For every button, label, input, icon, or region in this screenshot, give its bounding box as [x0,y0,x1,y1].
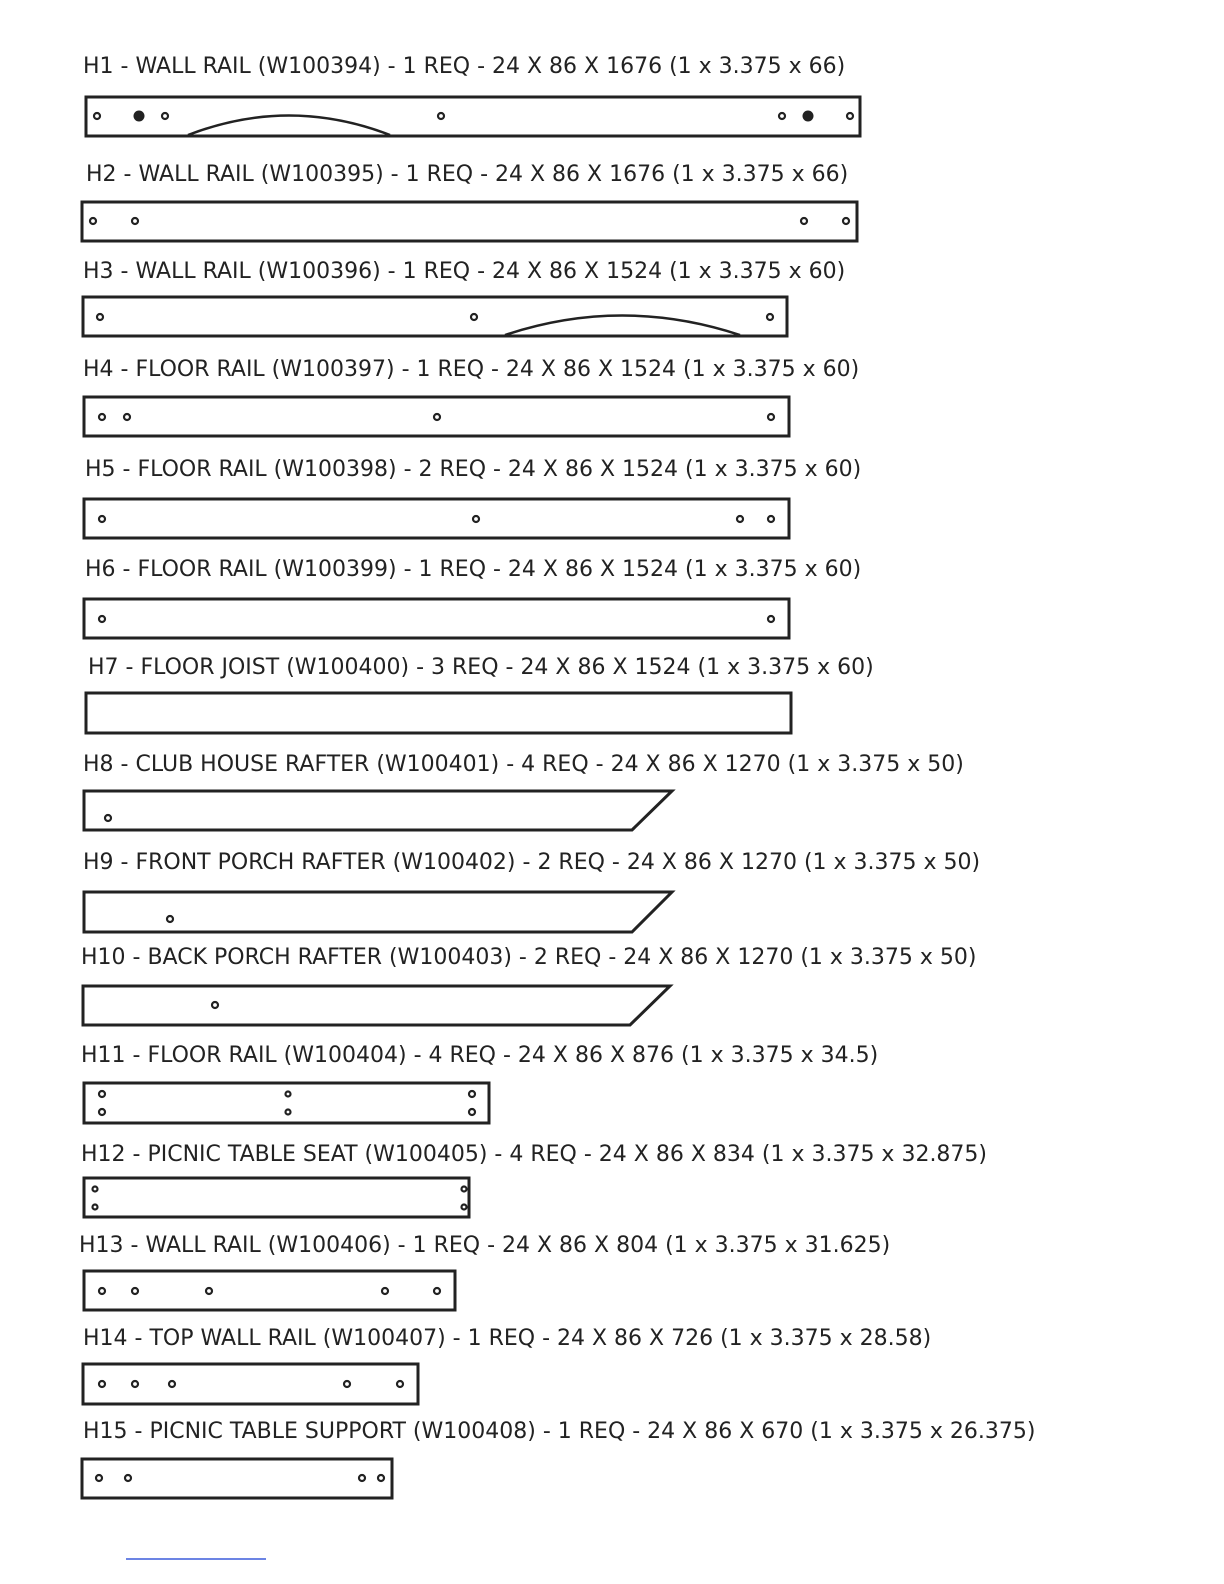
board-h15 [82,1459,392,1498]
part-label-h2: H2 - WALL RAIL (W100395) - 1 REQ - 24 X 86 X 1676 (1 x 3.375 x 66) [86,162,849,187]
part-label-h10: H10 - BACK PORCH RAFTER (W100403) - 2 REQ - 24 X 86 X 1270 (1 x 3.375 x 50) [81,945,977,970]
part-label-h5: H5 - FLOOR RAIL (W100398) - 2 REQ - 24 X 86 X 1524 (1 x 3.375 x 60) [85,457,862,482]
board-h8 [84,791,672,830]
board-h11 [84,1083,489,1123]
part-label-h9: H9 - FRONT PORCH RAFTER (W100402) - 2 REQ - 24 X 86 X 1270 (1 x 3.375 x 50) [83,850,981,875]
part-label-h8: H8 - CLUB HOUSE RAFTER (W100401) - 4 REQ - 24 X 86 X 1270 (1 x 3.375 x 50) [83,752,964,777]
board-h6 [84,599,789,638]
part-label-h6: H6 - FLOOR RAIL (W100399) - 1 REQ - 24 X 86 X 1524 (1 x 3.375 x 60) [85,557,862,582]
part-label-h1: H1 - WALL RAIL (W100394) - 1 REQ - 24 X 86 X 1676 (1 x 3.375 x 66) [83,54,846,79]
board-h14 [83,1364,418,1404]
board-h4 [84,397,789,436]
part-label-h12: H12 - PICNIC TABLE SEAT (W100405) - 4 REQ - 24 X 86 X 834 (1 x 3.375 x 32.875) [81,1142,988,1167]
board-h3 [83,297,787,336]
board-h1 [86,97,860,136]
part-label-h7: H7 - FLOOR JOIST (W100400) - 3 REQ - 24 X 86 X 1524 (1 x 3.375 x 60) [88,655,874,680]
part-label-h4: H4 - FLOOR RAIL (W100397) - 1 REQ - 24 X 86 X 1524 (1 x 3.375 x 60) [83,357,860,382]
board-h13 [84,1271,455,1310]
board-h7 [86,693,791,733]
part-label-h11: H11 - FLOOR RAIL (W100404) - 4 REQ - 24 X 86 X 876 (1 x 3.375 x 34.5) [81,1043,879,1068]
board-h9 [84,892,672,932]
board-h2 [82,202,857,241]
part-label-h14: H14 - TOP WALL RAIL (W100407) - 1 REQ - 24 X 86 X 726 (1 x 3.375 x 28.58) [83,1326,932,1351]
board-h10 [83,986,670,1025]
board-h5 [84,499,789,538]
part-label-h15: H15 - PICNIC TABLE SUPPORT (W100408) - 1 REQ - 24 X 86 X 670 (1 x 3.375 x 26.375) [83,1419,1036,1444]
part-label-h13: H13 - WALL RAIL (W100406) - 1 REQ - 24 X 86 X 804 (1 x 3.375 x 31.625) [79,1233,891,1258]
board-h12 [84,1178,469,1217]
part-label-h3: H3 - WALL RAIL (W100396) - 1 REQ - 24 X 86 X 1524 (1 x 3.375 x 60) [83,259,846,284]
